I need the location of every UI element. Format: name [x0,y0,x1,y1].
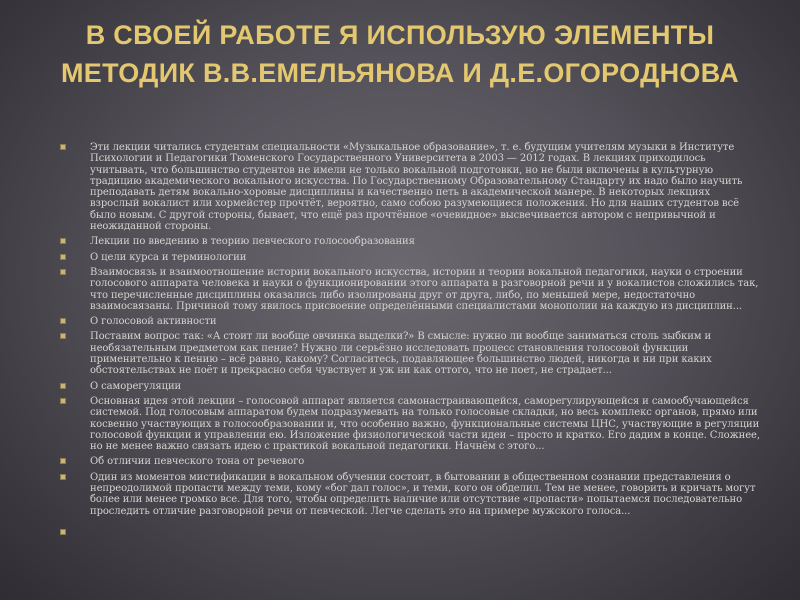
list-item [60,396,760,452]
list-item [60,472,760,517]
list-item [60,252,760,263]
list-item [60,142,760,232]
list-item-text: О цели курса и терминологии [90,251,247,263]
list-item-text: Взаимосвязь и взаимоотношение истории вокального искусства, истории и теории вокальной педагогики, науки о строении голосового аппарата человека и науки о функционировании этого аппарата в разговорной речи и у вокалистов сложились так, что перечисленные дисциплины оказались либо изолированы друг от друга, либо, по меньшей мере, недостаточно взаимосвязаны. Причиной тому явилось присвоение определёнными специалистами монополии на каждую из дисциплин... [90,266,759,312]
list-item-text: О голосовой активности [90,316,217,328]
bullet-icon [60,529,66,535]
list-item [60,456,760,467]
bullet-icon [60,318,66,324]
list-item-text: Основная идея этой лекции – голосовой аппарат является самонастраивающейся, саморегулирующейся и самообучающейся системой. Под голосовым аппаратом будем подразумевать на только голосовые складки, но весь комплекс органов, прямо или косвенно участвующих в голосообразовании и, что особенно важно, функциональные системы ЦНС, участвующие в регуляции голосовой функции и управлении ею. Изложение физиологической части идеи – просто и кратко. Его дадим в конце. Сложнее, но не менее важно связать идею с практикой вокальной педагогики. Начнём с этого... [90,395,760,453]
bullet-icon [60,144,66,150]
list-item [60,267,760,312]
slide-title: В СВОЕЙ РАБОТЕ Я ИСПОЛЬЗУЮ ЭЛЕМЕНТЫ МЕТОДИК В.В.ЕМЕЛЬЯНОВА И Д.Е.ОГОРОДНОВА [61,20,739,88]
bullet-icon [60,238,66,244]
bullet-icon [60,398,66,404]
list-item-text: Лекции по введению в теорию певческого голосообразования [90,236,415,248]
list-item-text: Эти лекции читались студентам специальности «Музыкальное образование», т. е. будущим учителям музыки в Институте Психологии и Педагогики Тюменского Государственного Университета в 2003 — 2012 годах. В лекциях приходилось учитывать, что большинство студентов не имели не только вокальной подготовки, но не были включены в культурную традицию академического вокального искусства. По Государственному Образовательному Стандарту их надо было научить преподавать детям вокально-хоровые дисциплины и качественно петь в академической манере. В некоторых лекциях взрослый вокалист или хормейстер прочтёт, вероятно, само собою разумеющиеся положения. Но для наших студентов всё было новым. С другой стороны, бывает, что ещё раз прочтённое «очевидное» высвечивается автором с непривычной и неожиданной стороны. [90,142,743,233]
bullet-icon [60,333,66,339]
list-item-text: Об отличии певческого тона от речевого [90,456,305,468]
bullet-icon [60,383,66,389]
list-item-text: Поставим вопрос так: «А стоит ли вообще овчинка выделки?» В смысле: нужно ли вообще заниматься столь зыбким и необязательным предметом как пение? Нужно ли серьёзно исследовать процесс становления голосовой функции применительно к пению – всё равно, какому? Согласитесь, подавляющее большинство людей, никогда и ни при каких обстоятельствах не поёт и прекрасно себя чувствует и уж ни как оттого, что не поет, не страдает... [90,331,712,377]
list-item [60,316,760,327]
list-item-text: Один из моментов мистификации в вокальном обучении состоит, в бытовании в общественном сознании представления о непреодолимой пропасти между теми, кому «бог дал голос», и теми, кого он обделил. Тем не менее, говорить и кричать могут более или менее громко все. Для того, чтобы определить наличие или отсутствие «пропасти» попытаемся последовательно проследить отличие разговорной речи от певческой. Легче сделать это на примере мужского голоса... [90,471,756,517]
bullet-icon [60,458,66,464]
bullet-icon [60,474,66,480]
bullet-list [60,142,760,538]
list-item [60,236,760,247]
bullet-icon [60,254,66,260]
list-item-text: О саморегуляции [90,380,182,392]
list-item [60,381,760,392]
list-item-empty [60,527,760,538]
list-item [60,331,760,376]
bullet-icon [60,269,66,275]
